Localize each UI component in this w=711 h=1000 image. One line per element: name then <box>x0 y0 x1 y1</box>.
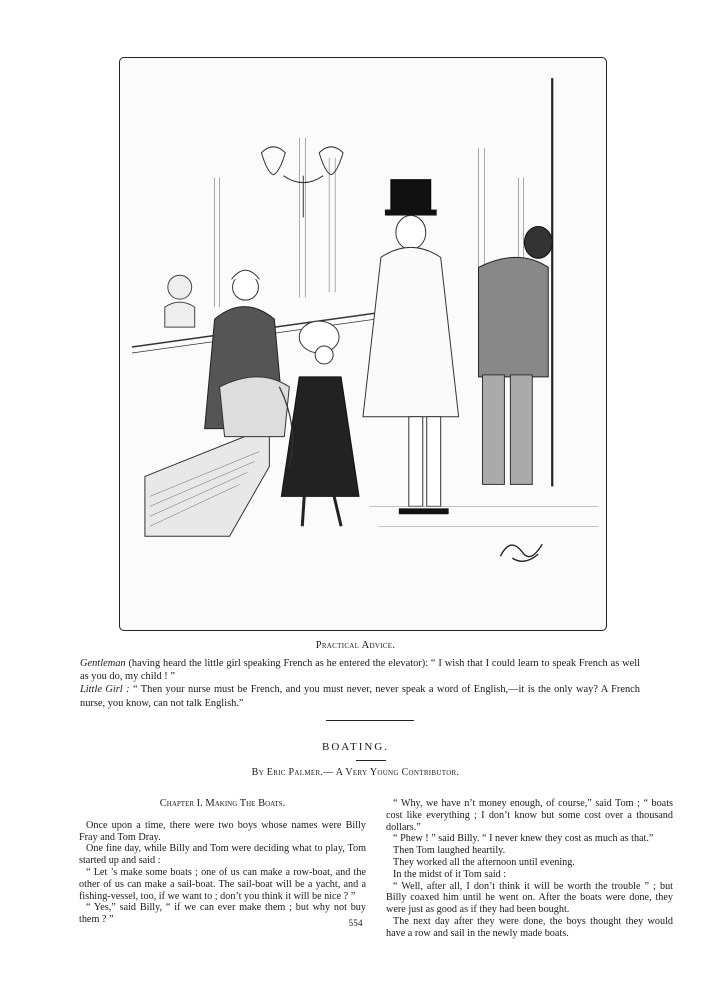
artist-signature <box>500 544 542 561</box>
article-byline: By Eric Palmer.— A Very Young Contributor. <box>251 767 460 778</box>
dialogue-line <box>80 683 640 709</box>
page-number: 554 <box>348 919 363 929</box>
wall-lamp <box>261 147 343 218</box>
article-title: BOATING. <box>321 741 390 753</box>
illustration-caption: Practical Advice. <box>315 640 396 651</box>
paragraph: “ Phew ! ” said Billy. “ I never knew they cost as much as that.” <box>393 833 654 845</box>
dialogue-text: “ Then your nurse must be French, and you must never, never speak a word of English,—it is the only way? A French nurse, you know, can not talk English.” <box>80 684 640 709</box>
dialogue-block <box>80 657 640 710</box>
section-divider <box>326 720 414 721</box>
illustration-frame <box>119 57 607 631</box>
title-divider <box>356 760 386 761</box>
paragraph: “ Why, we have n’t money enough, of course,” said Tom ; “ boats cost like everything ; I don’t know but some cost over a thousand dollars.” <box>386 798 673 833</box>
paragraph: “ Yes,” said Billy, “ if we can ever make them ; but why not buy them ? ” <box>79 902 366 926</box>
gentleman-figure <box>363 180 459 515</box>
dialogue-text: (having heard the little girl speaking French as he entered the elevator): “ I wish that I could learn to speak French as well as you do, my child ! ” <box>80 658 640 683</box>
paragraph: Once upon a time, there were two boys whose names were Billy Fray and Tom Dray. <box>79 819 366 843</box>
paragraph: “ Well, after all, I don’t think it will be worth the trouble ” ; but Billy coaxed him until he went on. After the boats were done, they were just as good as if they had been bought. <box>386 880 673 916</box>
attendant-figure <box>479 226 553 484</box>
engraving-illustration <box>120 58 606 630</box>
paragraph: They worked all the afternoon until evening. <box>393 856 575 868</box>
chapter-heading: Chapter I. Making The Boats. <box>159 798 286 809</box>
text-column-left <box>79 798 366 926</box>
bust-figure <box>165 275 195 327</box>
paragraph: The next day after they were done, the boys thought they would have a row and sail in the newly made boats. <box>386 915 673 939</box>
paragraph: In the midst of it Tom said : <box>393 868 507 880</box>
speaker-label: Little Girl : <box>80 684 130 696</box>
dialogue-line <box>80 657 640 683</box>
paragraph: Then Tom laughed heartily. <box>393 845 506 857</box>
little-girl-figure <box>279 321 359 526</box>
paragraph: “ Let ’s make some boats ; one of us can make a row-boat, and the other of us can make a sail-boat. The sail-boat will be a yacht, and a fishing-vessel, too, if we want to ; don’t you think it will be nice ? ” <box>79 866 366 902</box>
paragraph: One fine day, while Billy and Tom were deciding what to play, Tom started up and said : <box>79 843 366 867</box>
nurse-figure <box>205 270 290 436</box>
speaker-label: Gentleman <box>80 658 126 669</box>
